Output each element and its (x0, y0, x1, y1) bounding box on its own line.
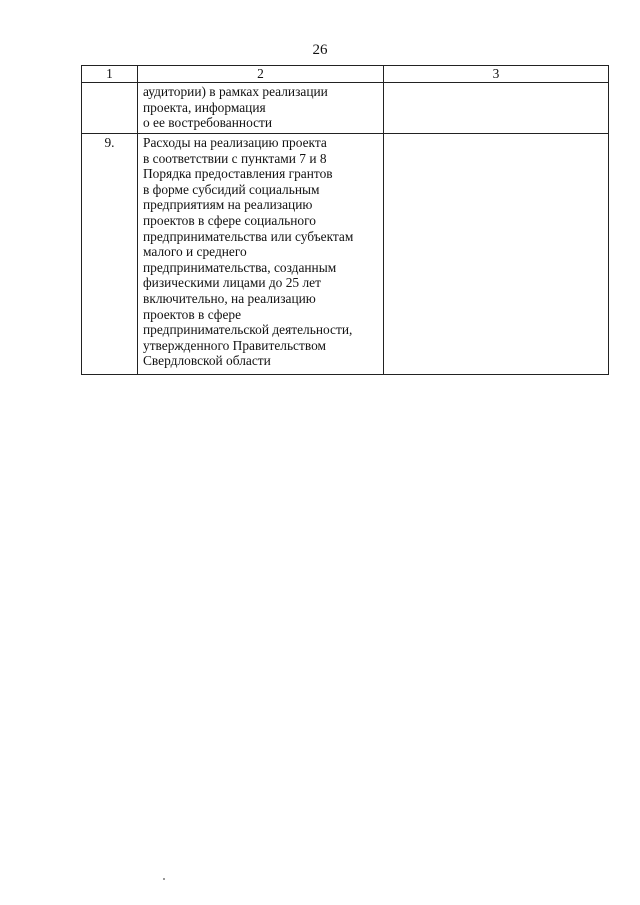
table-header-row (82, 66, 609, 83)
text-line: проекта, информация (143, 99, 266, 115)
row-value-cell (384, 134, 609, 375)
text-line: проектов в сфере социального (143, 212, 316, 228)
text-line: Расходы на реализацию проекта (143, 135, 327, 150)
text-line: в соответствии с пунктами 7 и 8 (143, 150, 327, 166)
text-line: предпринимательства, созданным (143, 259, 337, 275)
text-line: предпринимательства или субъектам (143, 228, 354, 244)
text-line: включительно, на реализацию (143, 290, 316, 306)
document-table (81, 65, 609, 375)
text-line: Свердловской области (143, 353, 271, 369)
text-line: аудитории) в рамках реализации (143, 84, 328, 99)
text-line: физическими лицами до 25 лет (143, 275, 321, 291)
text-line: утвержденного Правительством (143, 337, 326, 353)
row-description-cell (138, 83, 384, 134)
column-header-3: 3 (384, 66, 609, 83)
row-number-cell: 9. (82, 134, 138, 375)
row-number-cell (82, 83, 138, 134)
table-row (82, 134, 609, 375)
text-line: проектов в сфере (143, 306, 242, 322)
table-row (82, 83, 609, 134)
text-line: предпринимательской деятельности, (143, 322, 353, 338)
column-header-2: 2 (138, 66, 384, 83)
text-line: Порядка предоставления грантов (143, 166, 333, 182)
scan-speck (163, 878, 165, 880)
row-value-cell (384, 83, 609, 134)
text-line: предприятиям на реализацию (143, 197, 313, 213)
text-line: о ее востребованности (143, 115, 273, 131)
text-line: в форме субсидий социальным (143, 181, 320, 197)
row-description-cell (138, 134, 384, 375)
column-header-1: 1 (82, 66, 138, 83)
page-number: 26 (312, 42, 328, 58)
text-line: малого и среднего (143, 244, 247, 260)
